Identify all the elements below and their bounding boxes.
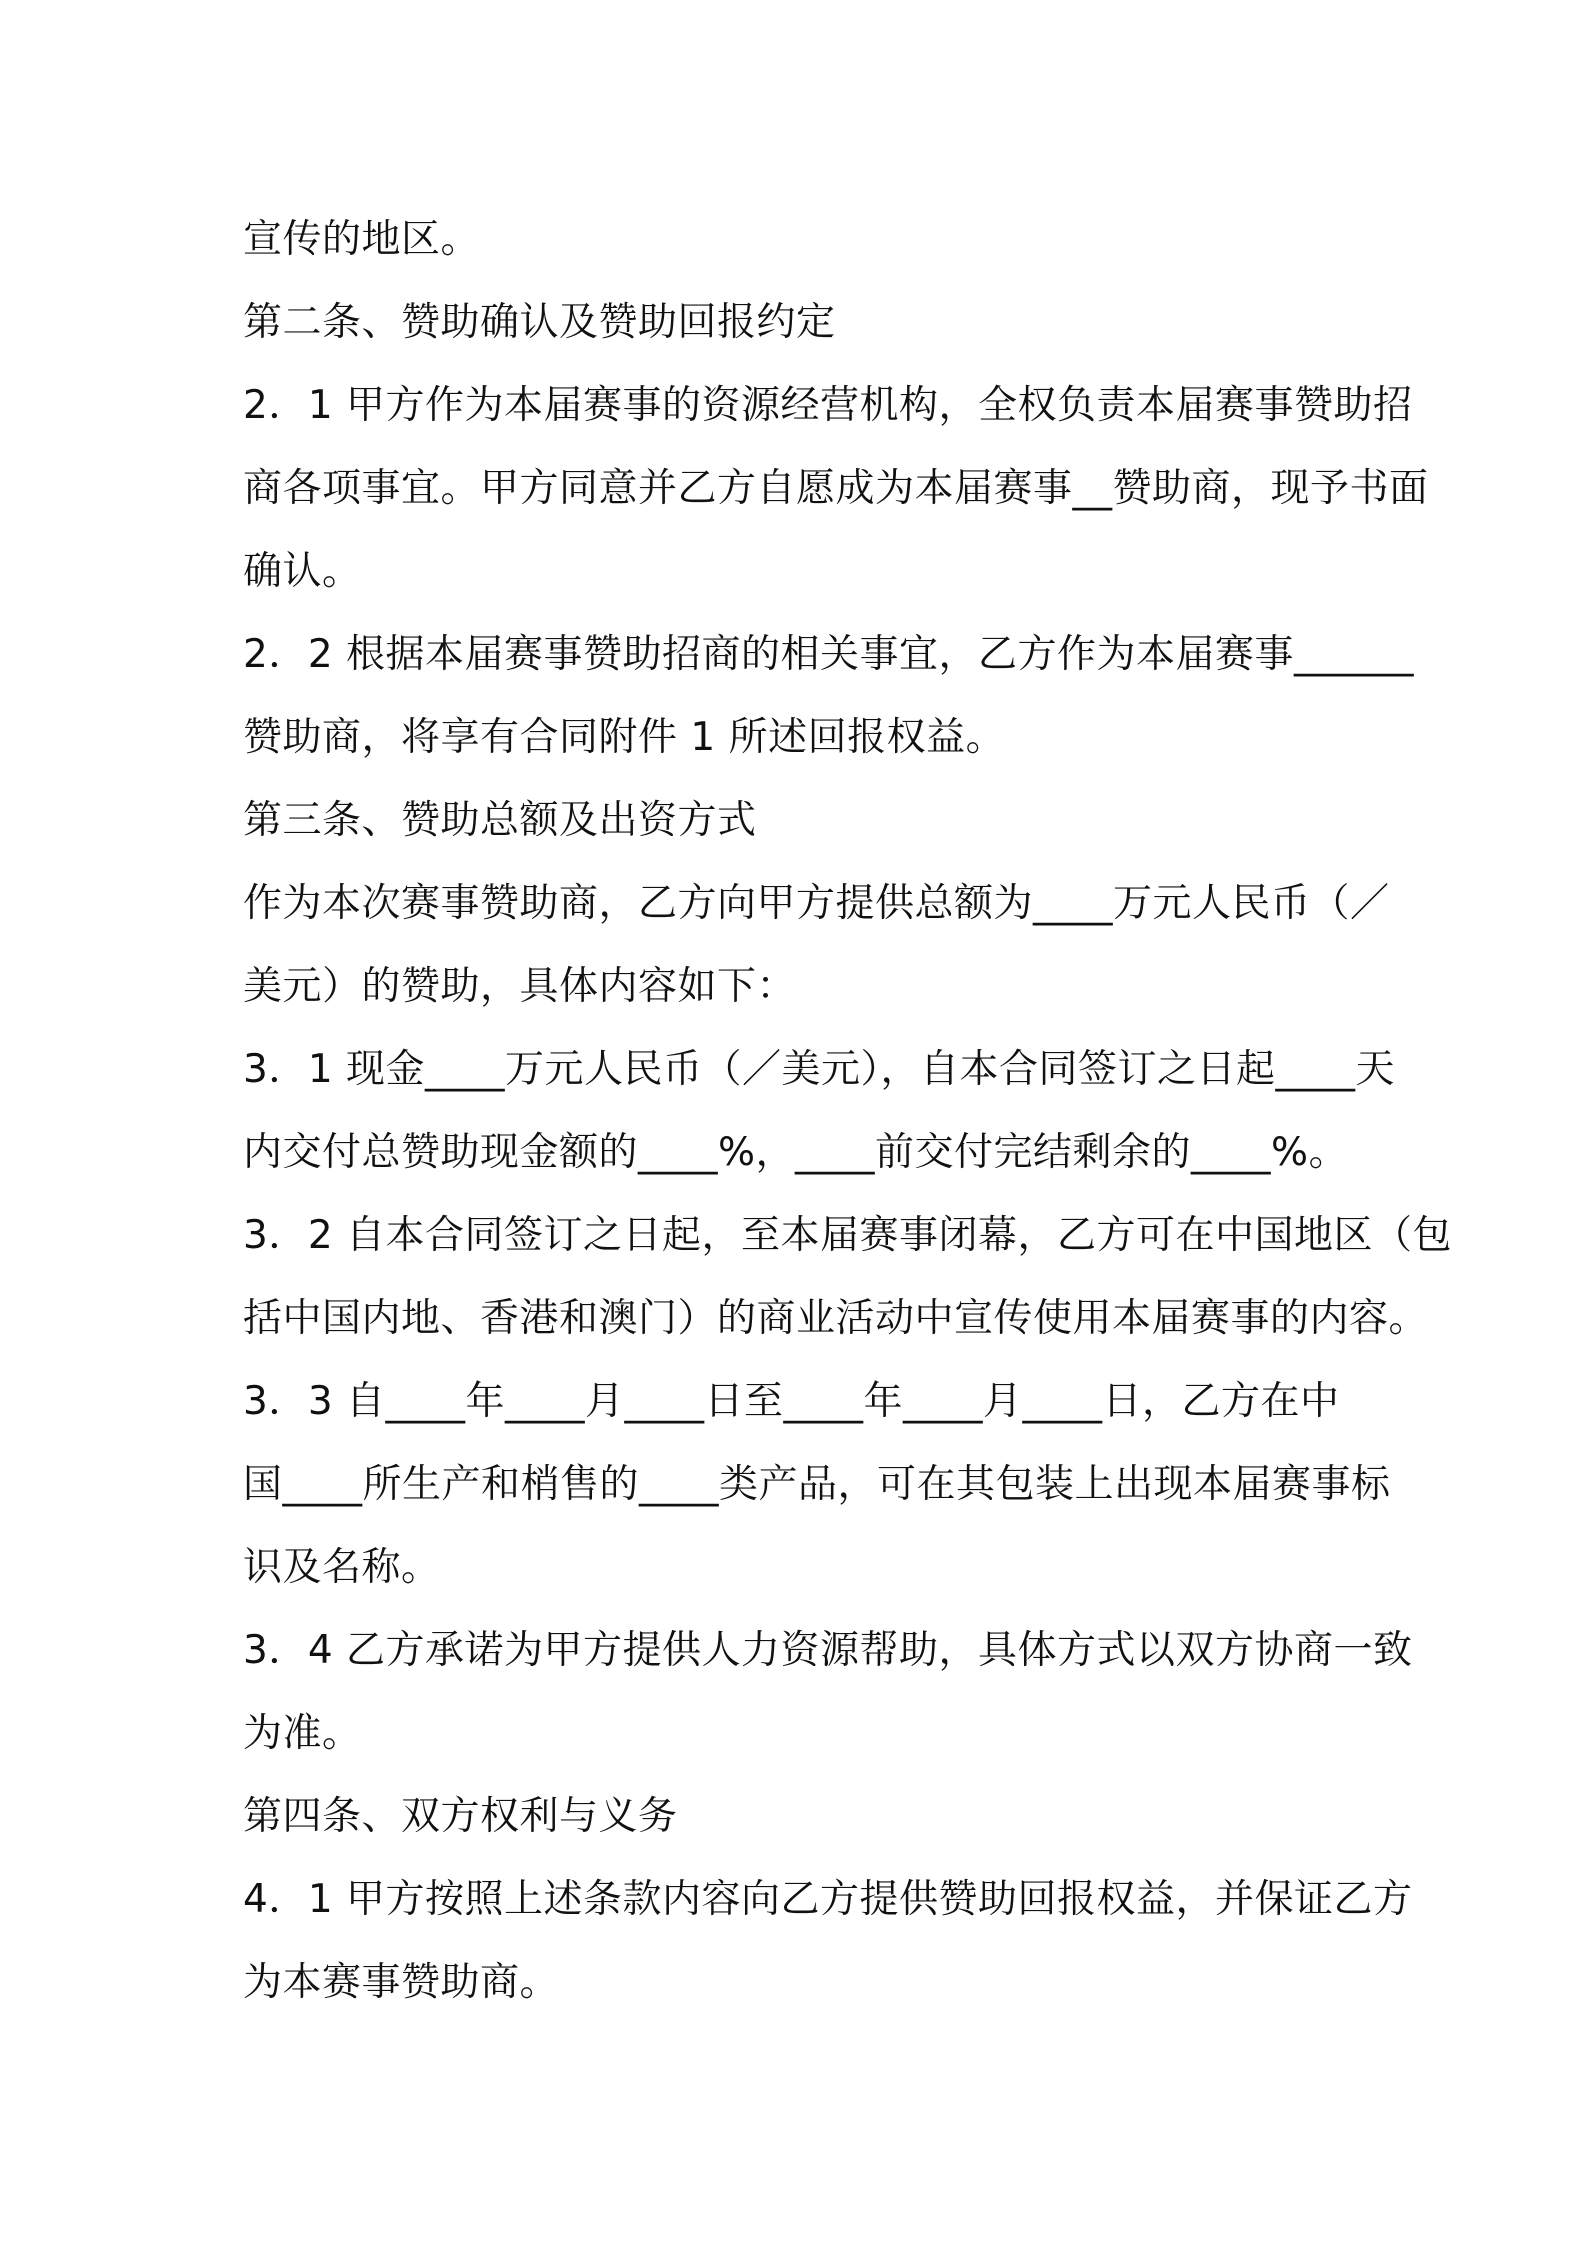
text-line: 2．2 根据本届赛事赞助招商的相关事宜，乙方作为本届赛事______ <box>243 632 1415 677</box>
text-line: 识及名称。 <box>243 1545 441 1590</box>
text-line: 3．1 现金____万元人民币（／美元），自本合同签订之日起____天 <box>243 1047 1396 1092</box>
section-heading-4: 第四条、双方权利与义务 <box>243 1794 678 1839</box>
text-line: 3．4 乙方承诺为甲方提供人力资源帮助，具体方式以双方协商一致 <box>243 1628 1413 1673</box>
text-line: 作为本次赛事赞助商，乙方向甲方提供总额为____万元人民币（／ <box>243 881 1390 926</box>
text-line: 内交付总赞助现金额的____%，____前交付完结剩余的____%。 <box>243 1130 1349 1175</box>
text-line: 括中国内地、香港和澳门）的商业活动中宣传使用本届赛事的内容。 <box>243 1296 1429 1341</box>
text-line: 为本赛事赞助商。 <box>243 1960 560 2005</box>
text-line: 3．3 自____年____月____日至____年____月____日，乙方在中 <box>243 1379 1340 1424</box>
text-line: 2．1 甲方作为本届赛事的资源经营机构，全权负责本届赛事赞助招 <box>243 383 1413 428</box>
text-line: 美元）的赞助，具体内容如下： <box>243 964 797 1009</box>
text-line: 4．1 甲方按照上述条款内容向乙方提供赞助回报权益，并保证乙方 <box>243 1877 1413 1922</box>
section-heading-2: 第二条、赞助确认及赞助回报约定 <box>243 300 836 345</box>
document-body <box>243 198 1453 2024</box>
text-line: 赞助商，将享有合同附件 1 所述回报权益。 <box>243 715 1006 760</box>
text-line: 宣传的地区。 <box>243 217 481 262</box>
text-line: 3．2 自本合同签订之日起，至本届赛事闭幕，乙方可在中国地区（包 <box>243 1213 1453 1258</box>
text-line: 确认。 <box>243 549 362 594</box>
text-line: 为准。 <box>243 1711 362 1756</box>
text-line: 商各项事宜。甲方同意并乙方自愿成为本届赛事__赞助商，现予书面 <box>243 466 1429 511</box>
section-heading-3: 第三条、赞助总额及出资方式 <box>243 798 757 843</box>
text-line: 国____所生产和梢售的____类产品，可在其包装上出现本届赛事标 <box>243 1462 1391 1507</box>
